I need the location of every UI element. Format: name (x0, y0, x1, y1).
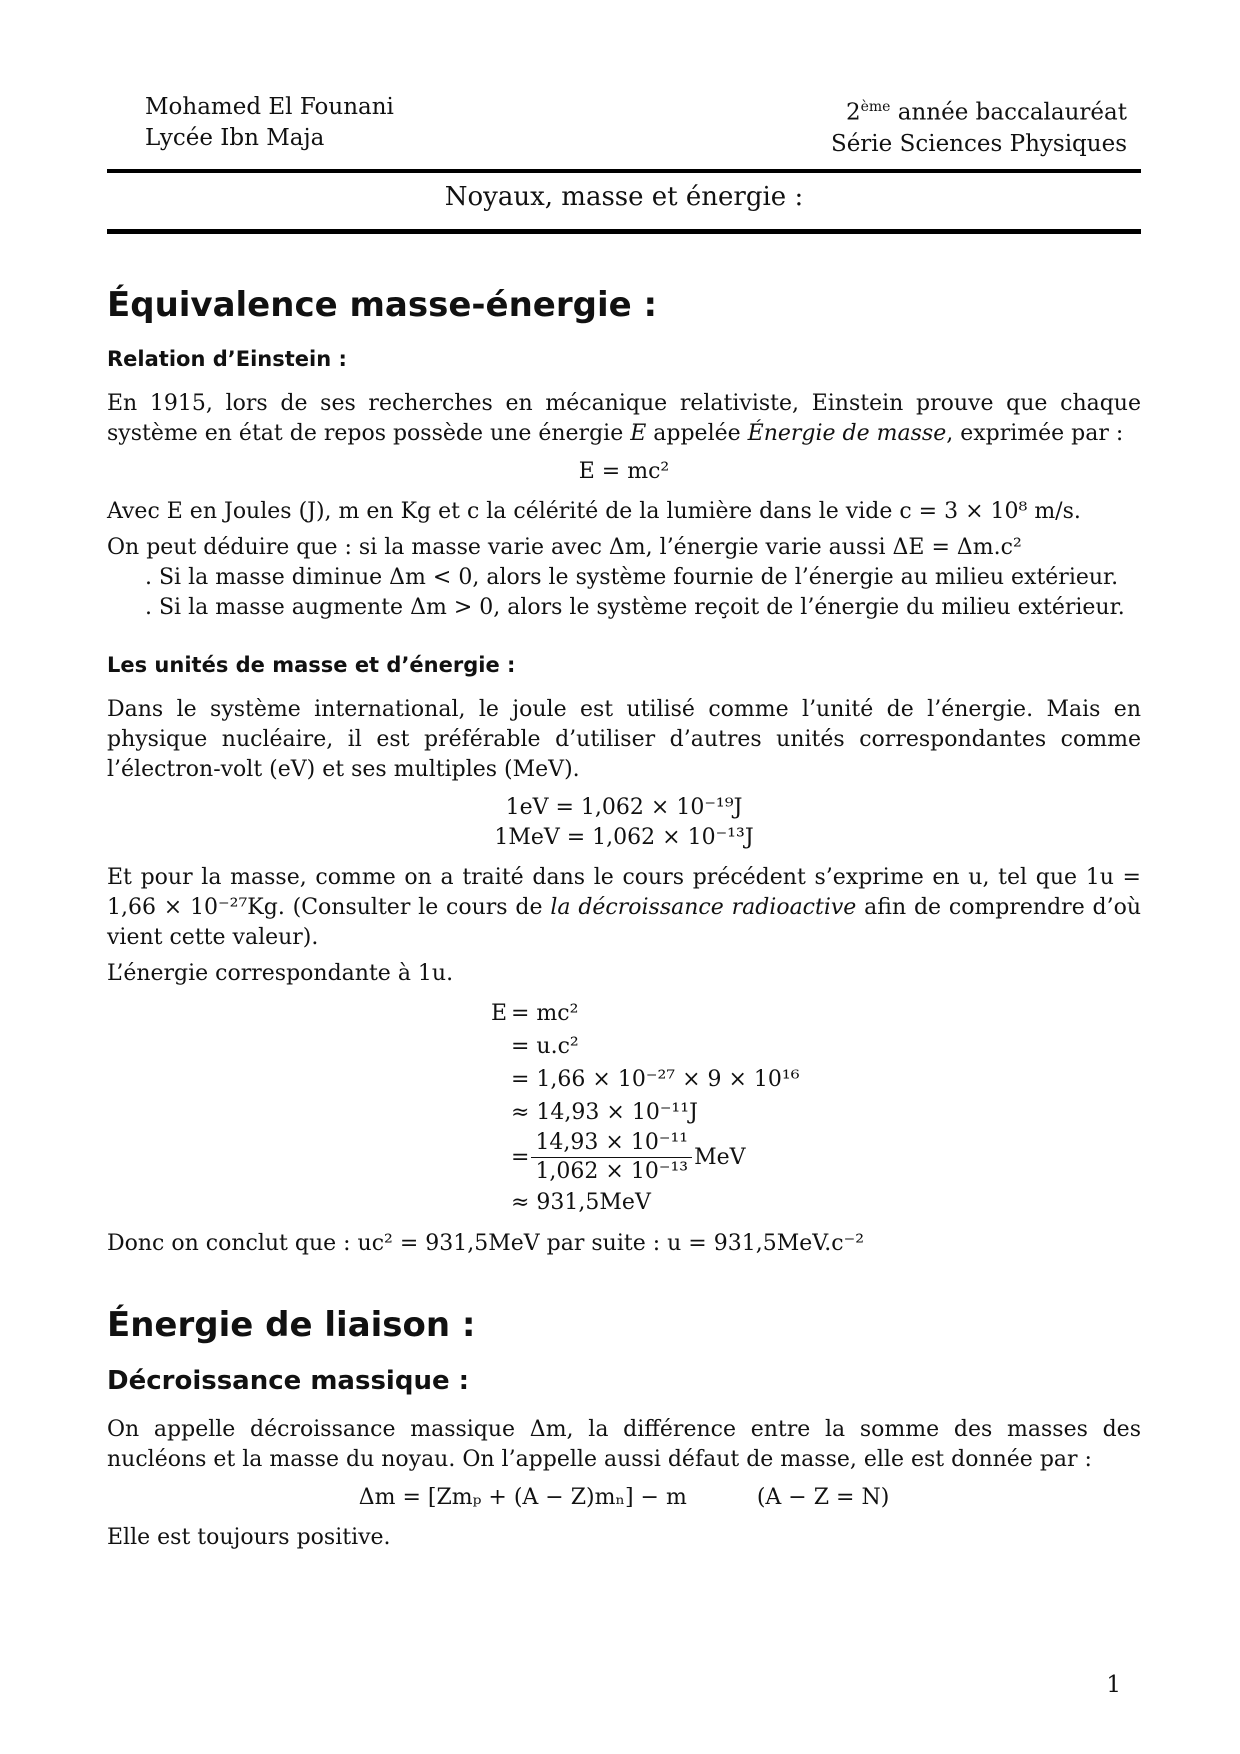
equation-mev: 1MeV = 1,062 × 10⁻¹³J (494, 825, 754, 850)
header-right (831, 92, 1127, 160)
equation-mass-defect (107, 1483, 1141, 1513)
page-number: 1 (1106, 1672, 1121, 1698)
calc-step-5-eq: = (511, 1145, 530, 1170)
header-left (145, 92, 394, 154)
calc-step-1: = mc² (511, 1001, 579, 1026)
paragraph-mass-defect: On appelle décroissance massique Δm, la différence entre la somme des masses des nucléons et la masse du noyau. On l’appelle aussi défaut de masse, elle est donnée par : (107, 1417, 1141, 1472)
paragraph-si-units: Dans le système international, le joule est utilisé comme l’unité de l’énergie. Mais en physique nucléaire, il est préférable d’utiliser d’autres unités correspondantes comme l’électron-volt (eV) et ses multiples (MeV). (107, 697, 1141, 782)
paragraph-mass-unit: Et pour la masse, comme on a traité dans le cours précédent s’exprime en u, tel que 1u = 1,66 × 10⁻²⁷Kg. (Consulter le cours de la décroissance radioactive afin de comprendre d’où vient cette valeur). (107, 865, 1142, 950)
author-name: Mohamed El Founani (145, 94, 394, 120)
bullet-mass-decrease: . Si la masse diminue Δm < 0, alors le système fournie de l’énergie au milieu extérieur. (145, 565, 1119, 590)
section-heading-binding-energy: Énergie de liaison : (107, 1305, 476, 1345)
calc-step-2: = u.c² (511, 1034, 579, 1059)
document-title: Noyaux, masse et énergie : (444, 182, 804, 212)
calc-step-3: = 1,66 × 10⁻²⁷ × 9 × 10¹⁶ (511, 1067, 800, 1092)
main-content (107, 285, 1141, 1559)
equation-ev: 1eV = 1,062 × 10⁻¹⁹J (505, 795, 743, 820)
paragraph-conclusion: Donc on conclut que : uc² = 931,5MeV par suite : u = 931,5MeV.c⁻² (107, 1231, 865, 1256)
paragraph-energy-1u: L’énergie correspondante à 1u. (107, 961, 454, 986)
calc-fraction: $\frac{\text{14,93 × 10⁻¹¹}}{\text{1,062 × 10⁻¹³}}$ (531, 1129, 692, 1186)
equation-mass-defect-note: (A − Z = N) (756, 1485, 890, 1510)
paragraph-units: Avec E en Joules (J), m en Kg et c la célérité de la lumière dans le vide c = 3 × 10⁸ m/s. (107, 499, 1081, 524)
paragraph-deduction: On peut déduire que : si la masse varie avec Δm, l’énergie varie aussi ΔE = Δm.c² (107, 535, 1022, 560)
level-label: 2ème année baccalauréat (845, 99, 1127, 126)
calc-lhs: E (490, 1001, 507, 1026)
equation-mass-defect-main: Δm = [Zmₚ + (A − Z)mₙ] − m (358, 1485, 687, 1510)
equation-emc2: E = mc² (578, 459, 670, 484)
paragraph-einstein-intro: En 1915, lors de ses recherches en mécanique relativiste, Einstein prouve que chaque système en état de repos possède une énergie E appelée Énergie de masse, exprimée par : (107, 391, 1141, 446)
subheading-units: Les unités de masse et d’énergie : (107, 653, 516, 677)
header-rule-bottom (107, 229, 1141, 234)
calculation-block (107, 997, 1141, 1219)
subheading-einstein: Relation d’Einstein : (107, 347, 347, 371)
subheading-mass-defect: Décroissance massique : (107, 1366, 470, 1396)
section-heading-mass-energy: Équivalence masse-énergie : (107, 285, 658, 325)
calc-step-5-unit: MeV (694, 1145, 746, 1170)
header-rule-top (107, 169, 1141, 173)
school-name: Lycée Ibn Maja (145, 125, 325, 151)
bullet-mass-increase: . Si la masse augmente Δm > 0, alors le système reçoit de l’énergie du milieu extérieur. (145, 595, 1125, 620)
paragraph-always-positive: Elle est toujours positive. (107, 1525, 391, 1550)
calc-step-4: ≈ 14,93 × 10⁻¹¹J (511, 1100, 698, 1125)
calc-step-6: ≈ 931,5MeV (511, 1190, 651, 1215)
series-label: Série Sciences Physiques (830, 130, 1127, 157)
